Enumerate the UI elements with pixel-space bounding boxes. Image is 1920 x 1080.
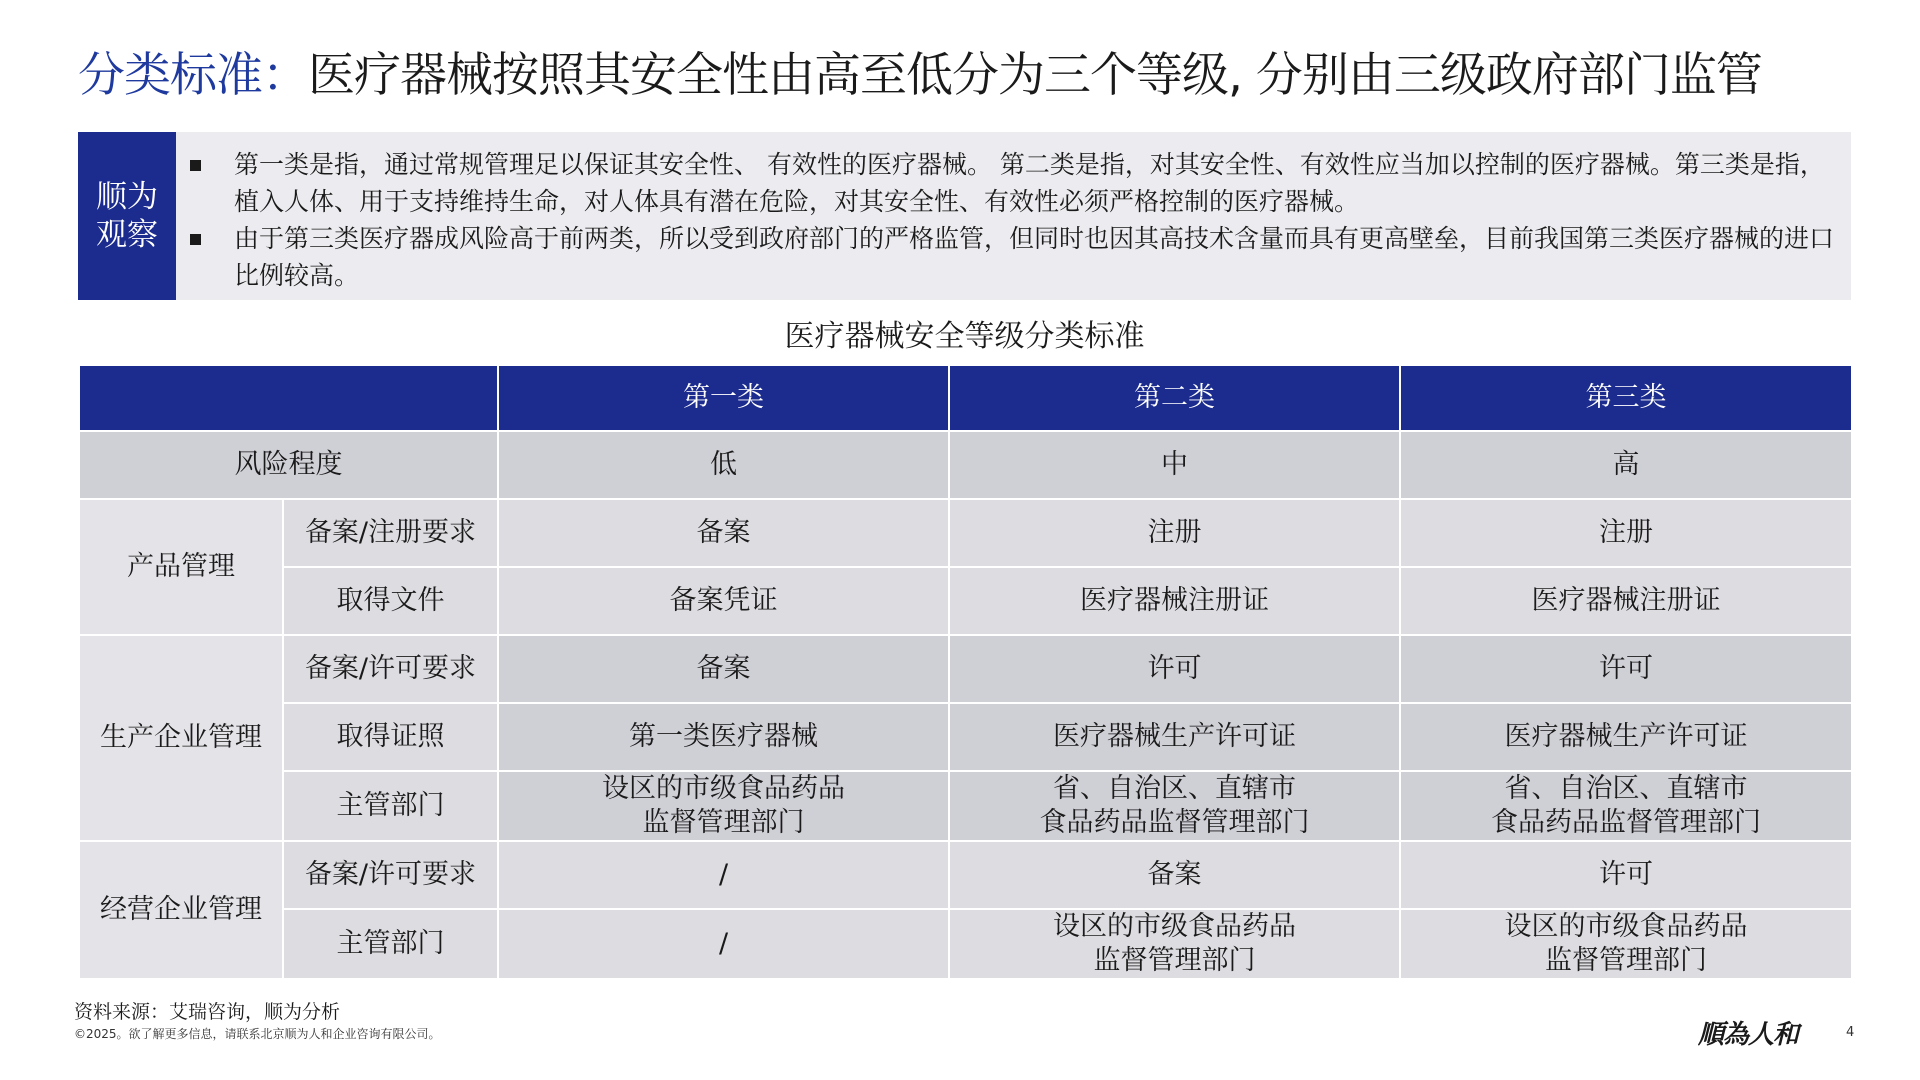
row-label: 取得证照 [283, 703, 498, 771]
page-title [78, 44, 1878, 108]
table-cell: 医疗器械生产许可证 [949, 703, 1400, 771]
title-main: 医疗器械按照其安全性由高至低分为三个等级, 分别由三级政府部门监管 [308, 48, 1762, 103]
page-number: 4 [1846, 1025, 1855, 1040]
table-row [79, 703, 1852, 771]
table-row [79, 635, 1852, 703]
table-cell: 省、自治区、直辖市 食品药品监督管理部门 [949, 771, 1400, 841]
table-cell: 许可 [1400, 635, 1852, 703]
header-corner [79, 365, 498, 431]
observation-list [186, 146, 1846, 294]
row-label: 备案/注册要求 [283, 499, 498, 567]
table-cell: 许可 [949, 635, 1400, 703]
table-header-row [79, 365, 1852, 431]
table-title: 医疗器械安全等级分类标准 [784, 319, 1145, 354]
table-cell: 第一类医疗器械 [498, 703, 949, 771]
table-cell: 注册 [949, 499, 1400, 567]
header-class-1: 第一类 [498, 365, 949, 431]
table-cell: 备案凭证 [498, 567, 949, 635]
table-row [79, 431, 1852, 499]
table-cell: 省、自治区、直辖市 食品药品监督管理部门 [1400, 771, 1852, 841]
table-cell: 高 [1400, 431, 1852, 499]
square-bullet-icon [190, 234, 201, 245]
table-cell: 医疗器械生产许可证 [1400, 703, 1852, 771]
table-cell: / [498, 909, 949, 979]
table-cell: 医疗器械注册证 [949, 567, 1400, 635]
source-note: 资料来源：艾瑞咨询，顺为分析 [74, 1001, 341, 1023]
category-production: 生产企业管理 [79, 635, 283, 841]
square-bullet-icon [190, 160, 201, 171]
table-cell: 中 [949, 431, 1400, 499]
brand-logo-text: 順為人和 [1698, 1020, 1799, 1050]
table-cell: 设区的市级食品药品 监督管理部门 [498, 771, 949, 841]
table-cell: / [498, 841, 949, 909]
table-cell: 备案 [949, 841, 1400, 909]
table-cell: 备案 [498, 635, 949, 703]
copyright-note: ©2025。欲了解更多信息，请联系北京顺为人和企业咨询有限公司。 [74, 1027, 441, 1041]
table-cell: 设区的市级食品药品 监督管理部门 [1400, 909, 1852, 979]
observation-tag: 顺为观察 [78, 132, 176, 300]
row-label: 备案/许可要求 [283, 635, 498, 703]
brand-logo-mark [1698, 1016, 1808, 1050]
table-cell: 注册 [1400, 499, 1852, 567]
title-label: 分类标准： [78, 48, 308, 103]
table-cell: 设区的市级食品药品 监督管理部门 [949, 909, 1400, 979]
row-label: 主管部门 [283, 909, 498, 979]
classification-table [78, 364, 1853, 980]
table-row [79, 909, 1852, 979]
table-row [79, 771, 1852, 841]
table-row [79, 841, 1852, 909]
table-cell: 低 [498, 431, 949, 499]
header-class-2: 第二类 [949, 365, 1400, 431]
row-label: 备案/许可要求 [283, 841, 498, 909]
row-label: 取得文件 [283, 567, 498, 635]
brand-logo [1698, 1016, 1808, 1050]
table-cell: 医疗器械注册证 [1400, 567, 1852, 635]
table-cell: 备案 [498, 499, 949, 567]
observation-bullet: 第一类是指，通过常规管理足以保证其安全性、 有效性的医疗器械。 第二类是指，对其安全性、有效性应当加以控制的医疗器械。第三类是指，植入人体、用于支持维持生命，对人体具有潜在危险，对其安全性、有效性必须严格控制的医疗器械。 [186, 146, 1846, 220]
table-cell: 许可 [1400, 841, 1852, 909]
category-product: 产品管理 [79, 499, 283, 635]
header-class-3: 第三类 [1400, 365, 1852, 431]
observation-panel [78, 132, 1851, 300]
row-label: 主管部门 [283, 771, 498, 841]
observation-bullet: 由于第三类医疗器成风险高于前两类，所以受到政府部门的严格监管，但同时也因其高技术含量而具有更高壁垒，目前我国第三类医疗器械的进口比例较高。 [186, 220, 1846, 294]
table-row [79, 499, 1852, 567]
category-operation: 经营企业管理 [79, 841, 283, 979]
row-label-risk: 风险程度 [79, 431, 498, 499]
table-row [79, 567, 1852, 635]
